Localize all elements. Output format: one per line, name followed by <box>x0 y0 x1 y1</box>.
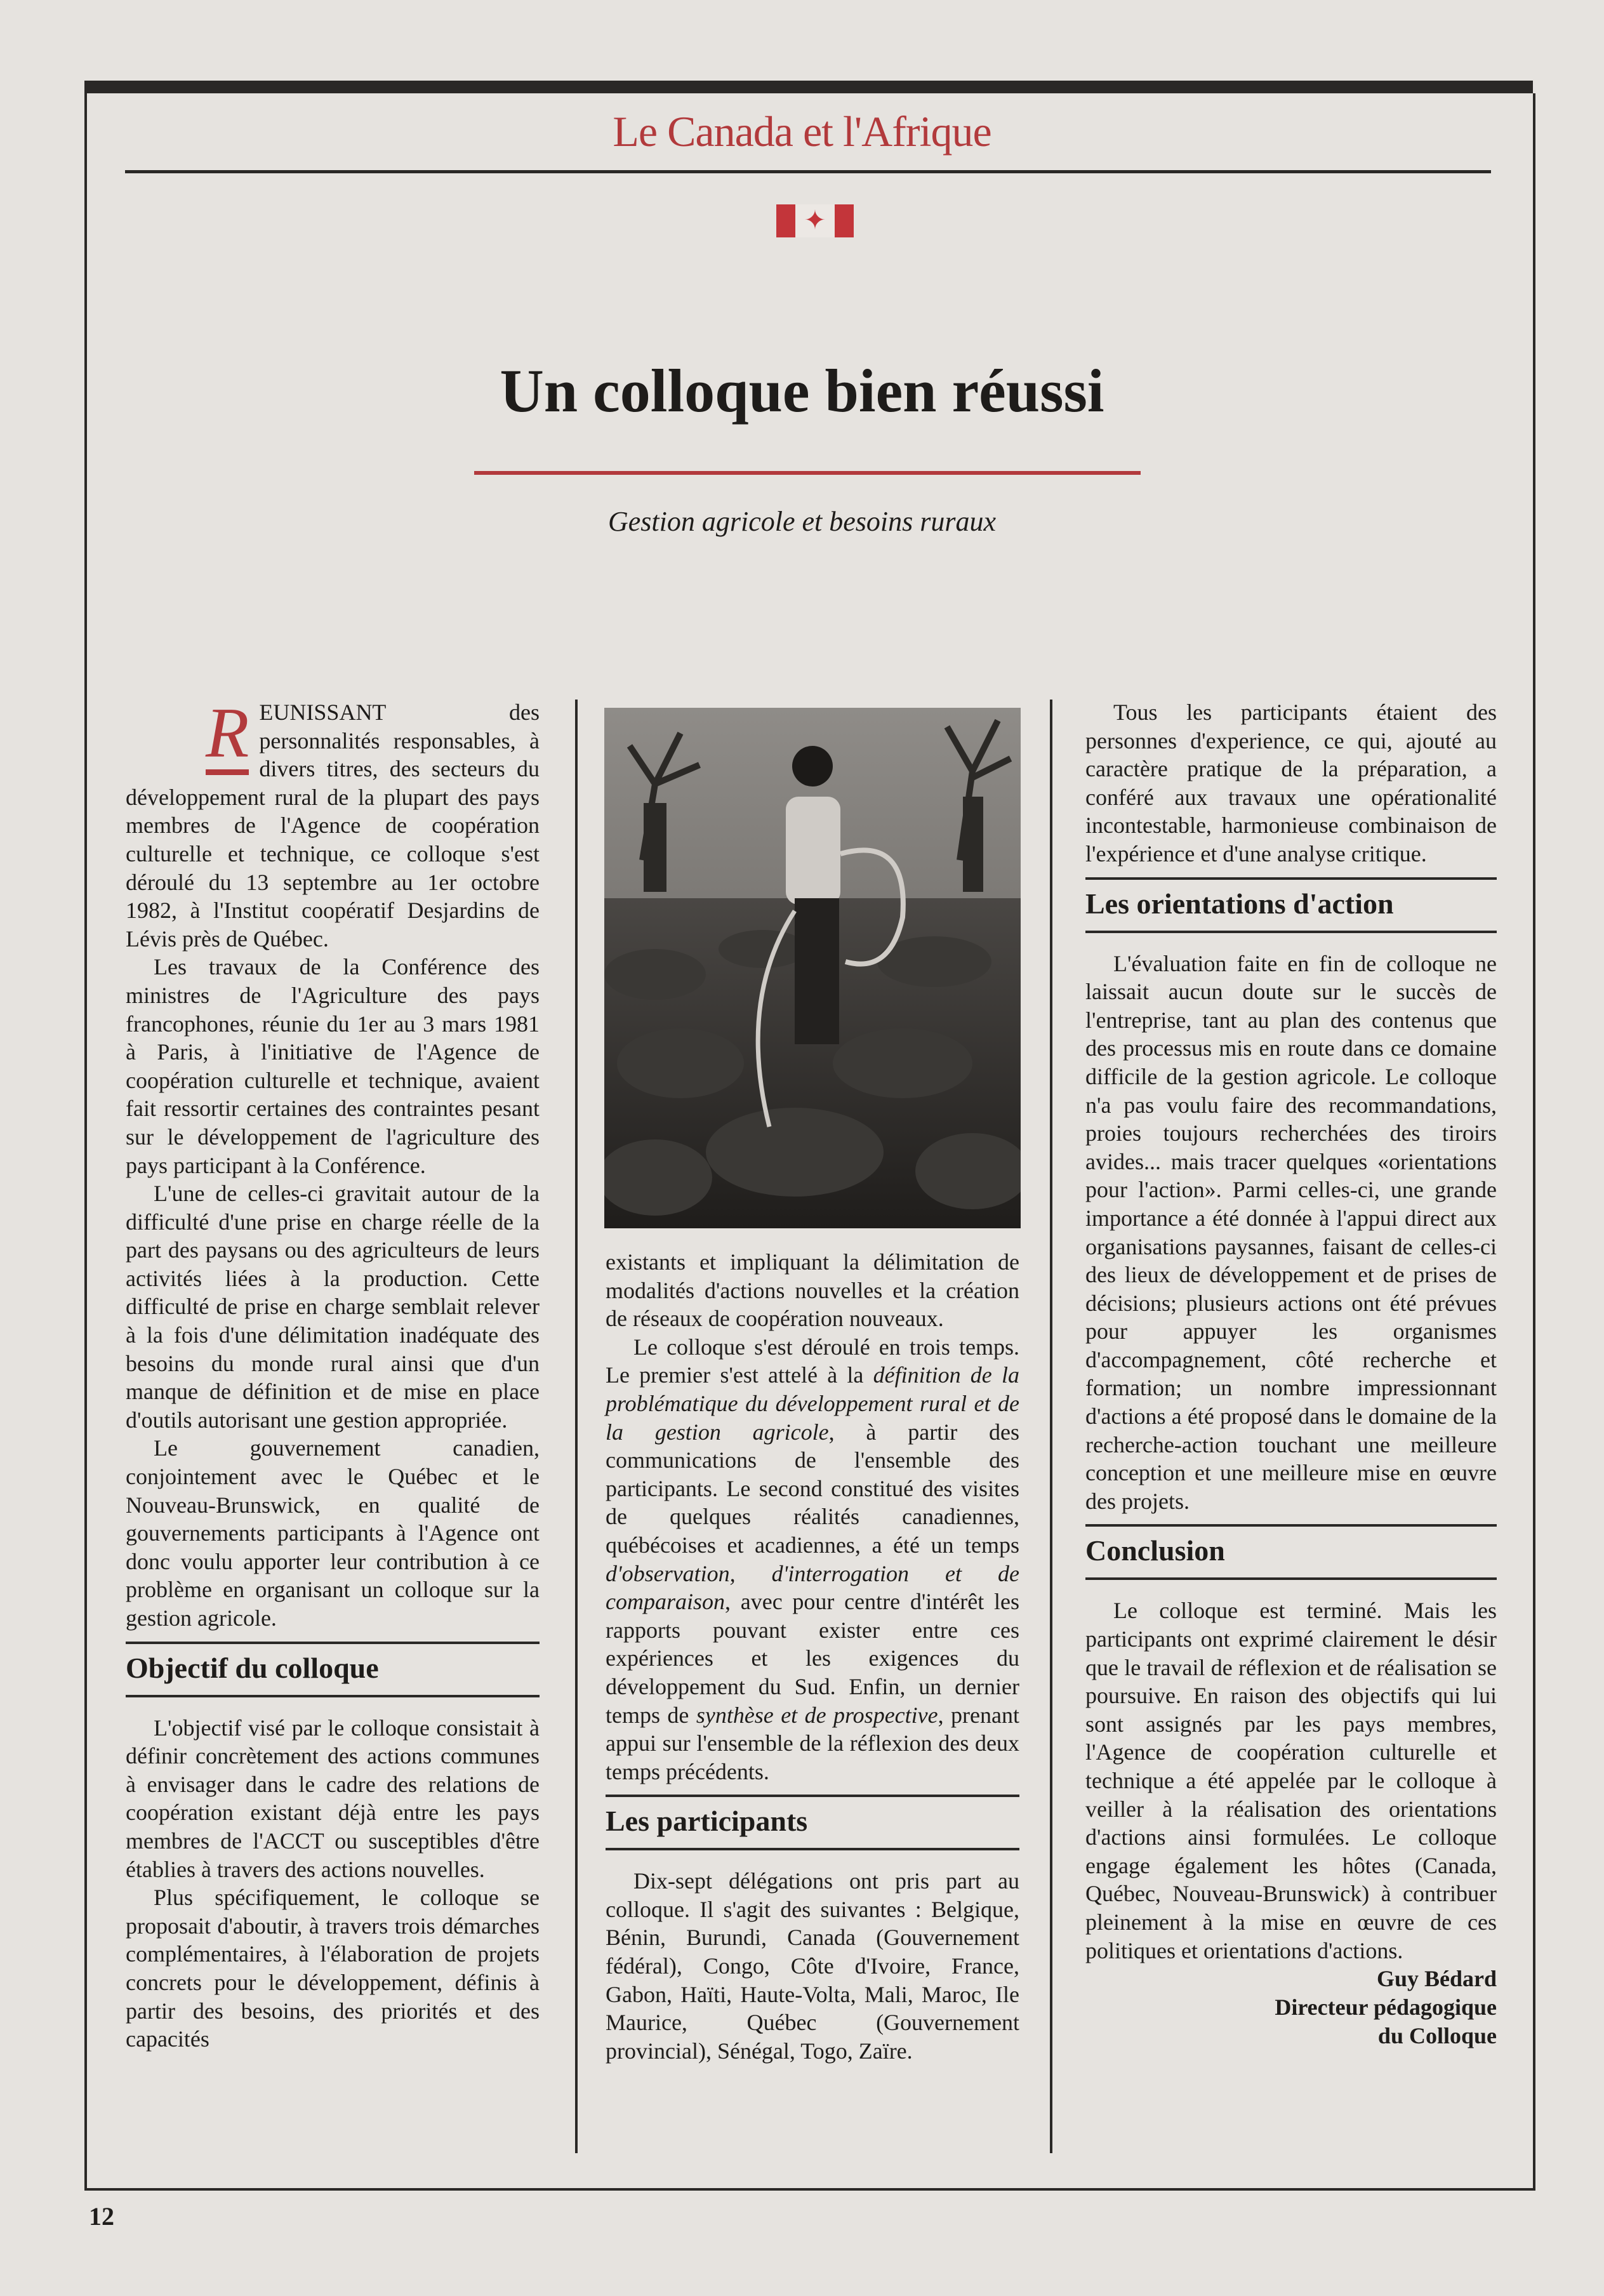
section-heading-objectif: Objectif du colloque <box>126 1642 540 1697</box>
column-3 <box>1085 698 1497 2050</box>
signature-role: du Colloque <box>1377 2023 1497 2049</box>
column-1 <box>126 694 540 2054</box>
paragraph: L'évaluation faite en fin de colloque ne laissait aucun doute sur le succès de l'entreprise, tant au plan des contenus que des processus mis en route dans ce domaine difficile de la gestion agricole. Le colloque n'a pas voulu faire des recommandations, proies toujours recherchées des tiroirs avides... mais tracer quelques «orientations pour l'action». Parmi celles-ci, une grande importance a été donnée à l'appui direct aux organisations paysannes, faisant de celles-ci des lieux de développement et de prises de décisions; plusieurs actions ont été prévues pour appuyer les organismes d'accompagnement, côté recherche et formation; un nombre impressionnant d'actions a été proposé dans le domaine de la recherche-action touchant une meilleure conception et une meilleure mise en œuvre des projets. <box>1085 950 1497 1514</box>
masthead: Le Canada et l'Afrique <box>613 107 991 156</box>
section-heading-participants: Les participants <box>606 1795 1019 1850</box>
title-rule <box>474 471 1141 475</box>
top-border-bar <box>84 81 1533 93</box>
paragraph: existants et impliquant la délimitation de modalités d'actions nouvelles et la création de réseaux de coopération nouveaux. <box>606 1249 1019 1332</box>
canadian-flag-icon: ✦ <box>776 204 854 237</box>
section-heading-conclusion: Conclusion <box>1085 1524 1497 1580</box>
paragraph: Dix-sept délégations ont pris part au colloque. Il s'agit des suivantes : Belgique, Bénin, Burundi, Canada (Gouvernement fédéral), Congo, Côte d'Ivoire, France, Gabon, Haïti, Haute-Volta, Mali, Maroc, Ile Maurice, Québec (Gouvernement provincial), Sénégal, Togo, Zaïre. <box>606 1868 1019 2064</box>
drop-cap: R <box>206 706 249 775</box>
page-number: 12 <box>89 2202 114 2231</box>
paragraph: L'objectif visé par le colloque consistait à définir concrètement des actions communes à envisager dans le cadre des relations de coopération existant déjà entre les pays membres de l'ACCT ou susceptibles d'être établies à travers des actions nouvelles. <box>126 1715 540 1882</box>
column-2 <box>606 1248 1019 2065</box>
article-title: Un colloque bien réussi <box>500 357 1104 425</box>
column-divider <box>575 700 578 2153</box>
paragraph: Les travaux de la Conférence des ministres de l'Agriculture des pays francophones, réunie du 1er au 3 mars 1981 à Paris, à l'initiative de l'Agence de coopération culturelle et technique, avaient fait ressortir certaines des contraintes pesant sur le développement de l'agriculture des pays participant à la Conférence. <box>126 954 540 1178</box>
paragraph: Le colloque s'est déroulé en trois temps. Le premier s'est attelé à la définition de la problématique du développement rural et de la gestion agricole, à partir des communications de l'ensemble des participants. Le second constitué des visites de quelques réalités canadiennes, québécoises et acadiennes, a été un temps d'observation, d'interrogation et de comparaison, avec pour centre d'intérêt les rapports pouvant exister entre ces expériences et les exigences du développement du Sud. Enfin, un dernier temps de synthèse et de prospective, prenant appui sur l'ensemble de la réflexion des deux temps précédents. <box>606 1334 1019 1784</box>
article-subtitle: Gestion agricole et besoins ruraux <box>607 506 997 537</box>
section-heading-orientations: Les orientations d'action <box>1085 877 1497 933</box>
farmer-field-photo <box>604 708 1021 1228</box>
masthead-rule <box>125 170 1491 173</box>
paragraph: Le gouvernement canadien, conjointement avec le Québec et le Nouveau-Brunswick, en qualité de gouvernements participants à l'Agence ont donc voulu apporter leur contribution à ce problème en organisant un colloque sur la gestion agricole. <box>126 1435 540 1631</box>
paragraph: L'une de celles-ci gravitait autour de la difficulté d'une prise en charge réelle de la part des paysans ou des agriculteurs de leurs activités liées à la production. Cette difficulté de prise en charge semblait relever à la fois d'une délimitation inadéquate des besoins du monde rural ainsi que d'un manque de définition et de mise en place d'outils autorisant une gestion appropriée. <box>126 1181 540 1433</box>
signature-role: Directeur pédagogique <box>1275 1994 1497 2021</box>
intro-paragraph: R EUNISSANT des personnalités responsables, à divers titres, des secteurs du développement rural de la plupart des pays membres de l'Agence de coopération culturelle et technique, ce colloque s'est déroulé du 13 septembre au 1er octobre 1982, à l'Institut coopératif Desjardins de Lévis près de Québec. <box>126 694 540 952</box>
paragraph: Tous les participants étaient des personnes d'experience, ce qui, ajouté au caractère pratique de la préparation, a conféré aux travaux une opérationalité incontestable, harmonieuse combinaison de l'expérience et d'une analyse critique. <box>1085 700 1497 866</box>
paragraph: Plus spécifiquement, le colloque se proposait d'aboutir, à travers trois démarches complémentaires, à l'élaboration de projets concrets pour le développement, définis à partir des besoins, des priorités et des capacités <box>126 1885 540 2052</box>
signature-name: Guy Bédard <box>1376 1966 1497 1992</box>
column-divider <box>1050 700 1052 2153</box>
paragraph: Le colloque est terminé. Mais les participants ont exprimé clairement le désir que le travail de réflexion et de réalisation se poursuive. En raison des objectifs qui lui sont assignés par les pays membres, l'Agence de coopération culturelle et technique a été appelée par le colloque à veiller à la réalisation des orientations d'actions ainsi formulées. Le colloque engage également les hôtes (Canada, Québec, Nouveau-Brunswick) à contribuer pleinement à la mise en œuvre de ces politiques et orientations d'actions. <box>1085 1598 1497 1963</box>
